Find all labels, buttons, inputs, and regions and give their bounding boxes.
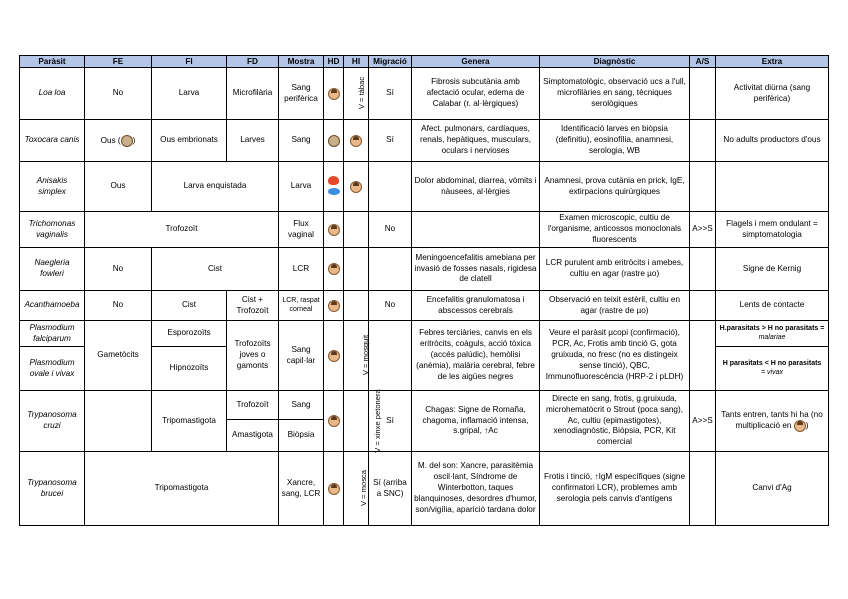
fd-cell: Amastigota (227, 420, 279, 452)
col-fi: FI (152, 56, 227, 68)
hd-cell (324, 162, 344, 212)
mostra-cell: LCR (279, 248, 324, 291)
migracio-cell (369, 162, 412, 212)
as-cell: A>>S (690, 391, 716, 452)
mostra-cell: Sang capil·lar (279, 321, 324, 391)
fd-cell: Larves (227, 120, 279, 162)
row-trypanosoma-cruzi (20, 391, 829, 420)
genera-cell (412, 212, 540, 248)
migracio-cell: Sí (arriba a SNC) (369, 452, 412, 526)
diagnostic-cell: Examen microscopic, cultiu de l'organisme, anticossos monoclonals fluorescents (540, 212, 690, 248)
hi-cell (344, 248, 369, 291)
fd-cell: Microfilària (227, 68, 279, 120)
parasit-name: Plasmodium ovale i vivax (20, 347, 85, 391)
col-fe: FE (85, 56, 152, 68)
extra-cell: H parasitats < H no parasitats = vivax (716, 347, 829, 391)
extra-cell: Lents de contacte (716, 291, 829, 321)
row-trypanosoma-brucei (20, 452, 829, 526)
dog-icon (121, 135, 133, 147)
diagnostic-cell: Observació en teixit estèril, cultiu en agar (rastre de µo) (540, 291, 690, 321)
row-anisakis (20, 162, 829, 212)
genera-cell: Meningoencefalitis amebiana per invasió de fosses nasals, rigidesa de clatell (412, 248, 540, 291)
extra-cell: H.parasitats > H no parasitats = malariae (716, 321, 829, 347)
row-loa-loa (20, 68, 829, 120)
mostra-cell: Sang (279, 120, 324, 162)
parasit-name: Anisakis simplex (20, 162, 85, 212)
fi-cell: Hipnozoïts (152, 347, 227, 391)
parasit-name: Trypanosoma brucei (20, 452, 85, 526)
row-plasmodium-falciparum (20, 321, 829, 347)
hi-cell (344, 291, 369, 321)
fe-cell: Gametòcits (85, 321, 152, 391)
mostra-cell: LCR, raspat corneal (279, 291, 324, 321)
human-icon (328, 224, 340, 236)
fi-cell: Tripomastigota (85, 452, 279, 526)
parasit-name: Acanthamoeba (20, 291, 85, 321)
fd-cell: Trofozoït (227, 391, 279, 420)
fi-cell: Tripomastigota (152, 391, 227, 452)
genera-cell: M. del son: Xancre, parasitèmia oscil·lant, Síndrome de Winterbotton, taques blanquinoses, desordres d'humor, son/vigília, aparició tardana dolor (412, 452, 540, 526)
hi-cell (344, 212, 369, 248)
fi-cell: Cist (152, 248, 279, 291)
row-toxocara (20, 120, 829, 162)
fe-cell: No (85, 248, 152, 291)
human-icon (794, 420, 806, 432)
parasit-name: Loa loa (20, 68, 85, 120)
human-icon (328, 483, 340, 495)
hd-cell (324, 391, 344, 452)
human-icon (328, 415, 340, 427)
diagnostic-cell: Simptomatològic, observació ucs a l'ull, microfilàries en sang, tècniques serològiques (540, 68, 690, 120)
fi-cell: Larva (152, 68, 227, 120)
as-cell (690, 248, 716, 291)
col-hd: HD (324, 56, 344, 68)
migracio-cell (369, 248, 412, 291)
row-naegleria (20, 248, 829, 291)
fi-cell: Larva enquistada (152, 162, 279, 212)
col-hi: HI (344, 56, 369, 68)
parasites-table (19, 55, 829, 526)
mostra-cell: Biòpsia (279, 420, 324, 452)
as-cell (690, 162, 716, 212)
hi-cell (344, 162, 369, 212)
hd-cell (324, 321, 344, 391)
genera-cell: Afect. pulmonars, cardíaques, renals, hepàtiques, musculars, oculars i nervioses (412, 120, 540, 162)
migracio-cell: No (369, 212, 412, 248)
human-icon (328, 300, 340, 312)
header-row (20, 56, 829, 68)
col-extra: Extra (716, 56, 829, 68)
as-cell (690, 291, 716, 321)
genera-cell: Chagas: Signe de Romaña, chagoma, inflamació intensa, s.gripal, ↑Ac (412, 391, 540, 452)
col-fd: FD (227, 56, 279, 68)
hd-cell (324, 452, 344, 526)
hi-cell: V = mosquit (344, 321, 369, 391)
hd-cell (324, 291, 344, 321)
extra-cell: Canvi d'Ag (716, 452, 829, 526)
parasit-name: Plasmodium falciparum (20, 321, 85, 347)
col-parasit: Paràsit (20, 56, 85, 68)
fe-cell: Ous (85, 162, 152, 212)
human-icon (350, 181, 362, 193)
dog-icon (328, 135, 340, 147)
genera-cell: Dolor abdominal, diarrea, vòmits i nàusees, al·lèrgies (412, 162, 540, 212)
diagnostic-cell: Anamnesi, prova cutània en prick, IgE, extirpacions quirúrgiques (540, 162, 690, 212)
fe-cell: No (85, 68, 152, 120)
fi-cell: Trofozoït (85, 212, 279, 248)
hd-cell (324, 248, 344, 291)
fd-cell: Trofozoïts joves o gamonts (227, 321, 279, 391)
diagnostic-cell: Frotis i tinció, ↑IgM específiques (signe confirmatori LCR), problemes amb serologia pels canvis d'antígens (540, 452, 690, 526)
diagnostic-cell: Directe en sang, frotis, g.gruixuda, microhematòcrit o Strout (poca sang), Ac, cultiu (epimastigotes), xenodiagnòstic, Biòpsia, PCR, Kit comercial (540, 391, 690, 452)
as-cell (690, 68, 716, 120)
human-icon (328, 350, 340, 362)
col-diagnostic: Diagnòstic (540, 56, 690, 68)
genera-cell: Fibrosis subcutània amb afectació ocular, edema de Calabar (r. al·lèrgiques) (412, 68, 540, 120)
as-cell: A>>S (690, 212, 716, 248)
extra-cell: Flagels i mem ondulant = simptomatologia (716, 212, 829, 248)
migracio-cell (369, 321, 412, 391)
hi-cell: V = mosca (344, 452, 369, 526)
parasit-name: Trypanosoma cruzi (20, 391, 85, 452)
extra-cell (716, 162, 829, 212)
mostra-cell: Xancre, sang, LCR (279, 452, 324, 526)
diagnostic-cell: LCR purulent amb eritròcits i amebes, cultiu en agar (rastre µo) (540, 248, 690, 291)
row-trichomonas (20, 212, 829, 248)
mostra-cell: Flux vaginal (279, 212, 324, 248)
extra-cell: No adults productors d'ous (716, 120, 829, 162)
extra-cell: Tants entren, tants hi ha (no multiplicació en ) (716, 391, 829, 452)
fish-icon (328, 188, 340, 195)
diagnostic-cell: Identificació larves en biòpsia (definitiu), eosinofília, anamnesi, serologia, WB (540, 120, 690, 162)
migracio-cell: No (369, 291, 412, 321)
mostra-cell: Larva (279, 162, 324, 212)
fi-cell: Esporozoïts (152, 321, 227, 347)
row-acanthamoeba (20, 291, 829, 321)
hi-cell: V = xinxe petonera (344, 391, 369, 452)
crab-icon (328, 176, 339, 185)
hi-cell (344, 120, 369, 162)
hi-cell: V = tàbac (344, 68, 369, 120)
diagnostic-cell: Veure el paràsit µcopi (confirmació), PCR, Ac, Frotis amb tinció G, gota gruixuda, no fresc (no es distingeix sense tinció), QBC, Immunofluorescència (HRP-2 i pLDH) (540, 321, 690, 391)
mostra-cell: Sang perifèrica (279, 68, 324, 120)
as-cell (690, 321, 716, 391)
migracio-cell: Sí (369, 391, 412, 452)
parasit-name: Trichomonas vaginalis (20, 212, 85, 248)
fe-cell: Ous ( ) (85, 120, 152, 162)
human-icon (328, 263, 340, 275)
mostra-cell: Sang (279, 391, 324, 420)
human-icon (328, 88, 340, 100)
col-as: A/S (690, 56, 716, 68)
fe-cell (85, 391, 152, 452)
fi-cell: Cist (152, 291, 227, 321)
fd-cell: Cist + Trofozoït (227, 291, 279, 321)
human-icon (350, 135, 362, 147)
as-cell (690, 120, 716, 162)
as-cell (690, 452, 716, 526)
col-migracio: Migració (369, 56, 412, 68)
migracio-cell: Sí (369, 68, 412, 120)
hd-cell (324, 120, 344, 162)
fe-cell: No (85, 291, 152, 321)
col-genera: Genera (412, 56, 540, 68)
parasit-name: Naegleria fowleri (20, 248, 85, 291)
hd-cell (324, 212, 344, 248)
fi-cell: Ous embrionats (152, 120, 227, 162)
genera-cell: Febres terciàries, canvis en els eritròcits, coàguls, acció tòxica (accés palúdic), hemòlisi (anèmia), malària cerebral, febre de les aigües negres (412, 321, 540, 391)
extra-cell: Signe de Kernig (716, 248, 829, 291)
genera-cell: Encefalitis granulomatosa i abscessos cerebrals (412, 291, 540, 321)
migracio-cell: Sí (369, 120, 412, 162)
parasit-name: Toxocara canis (20, 120, 85, 162)
extra-cell: Activitat diürna (sang perifèrica) (716, 68, 829, 120)
hd-cell (324, 68, 344, 120)
col-mostra: Mostra (279, 56, 324, 68)
